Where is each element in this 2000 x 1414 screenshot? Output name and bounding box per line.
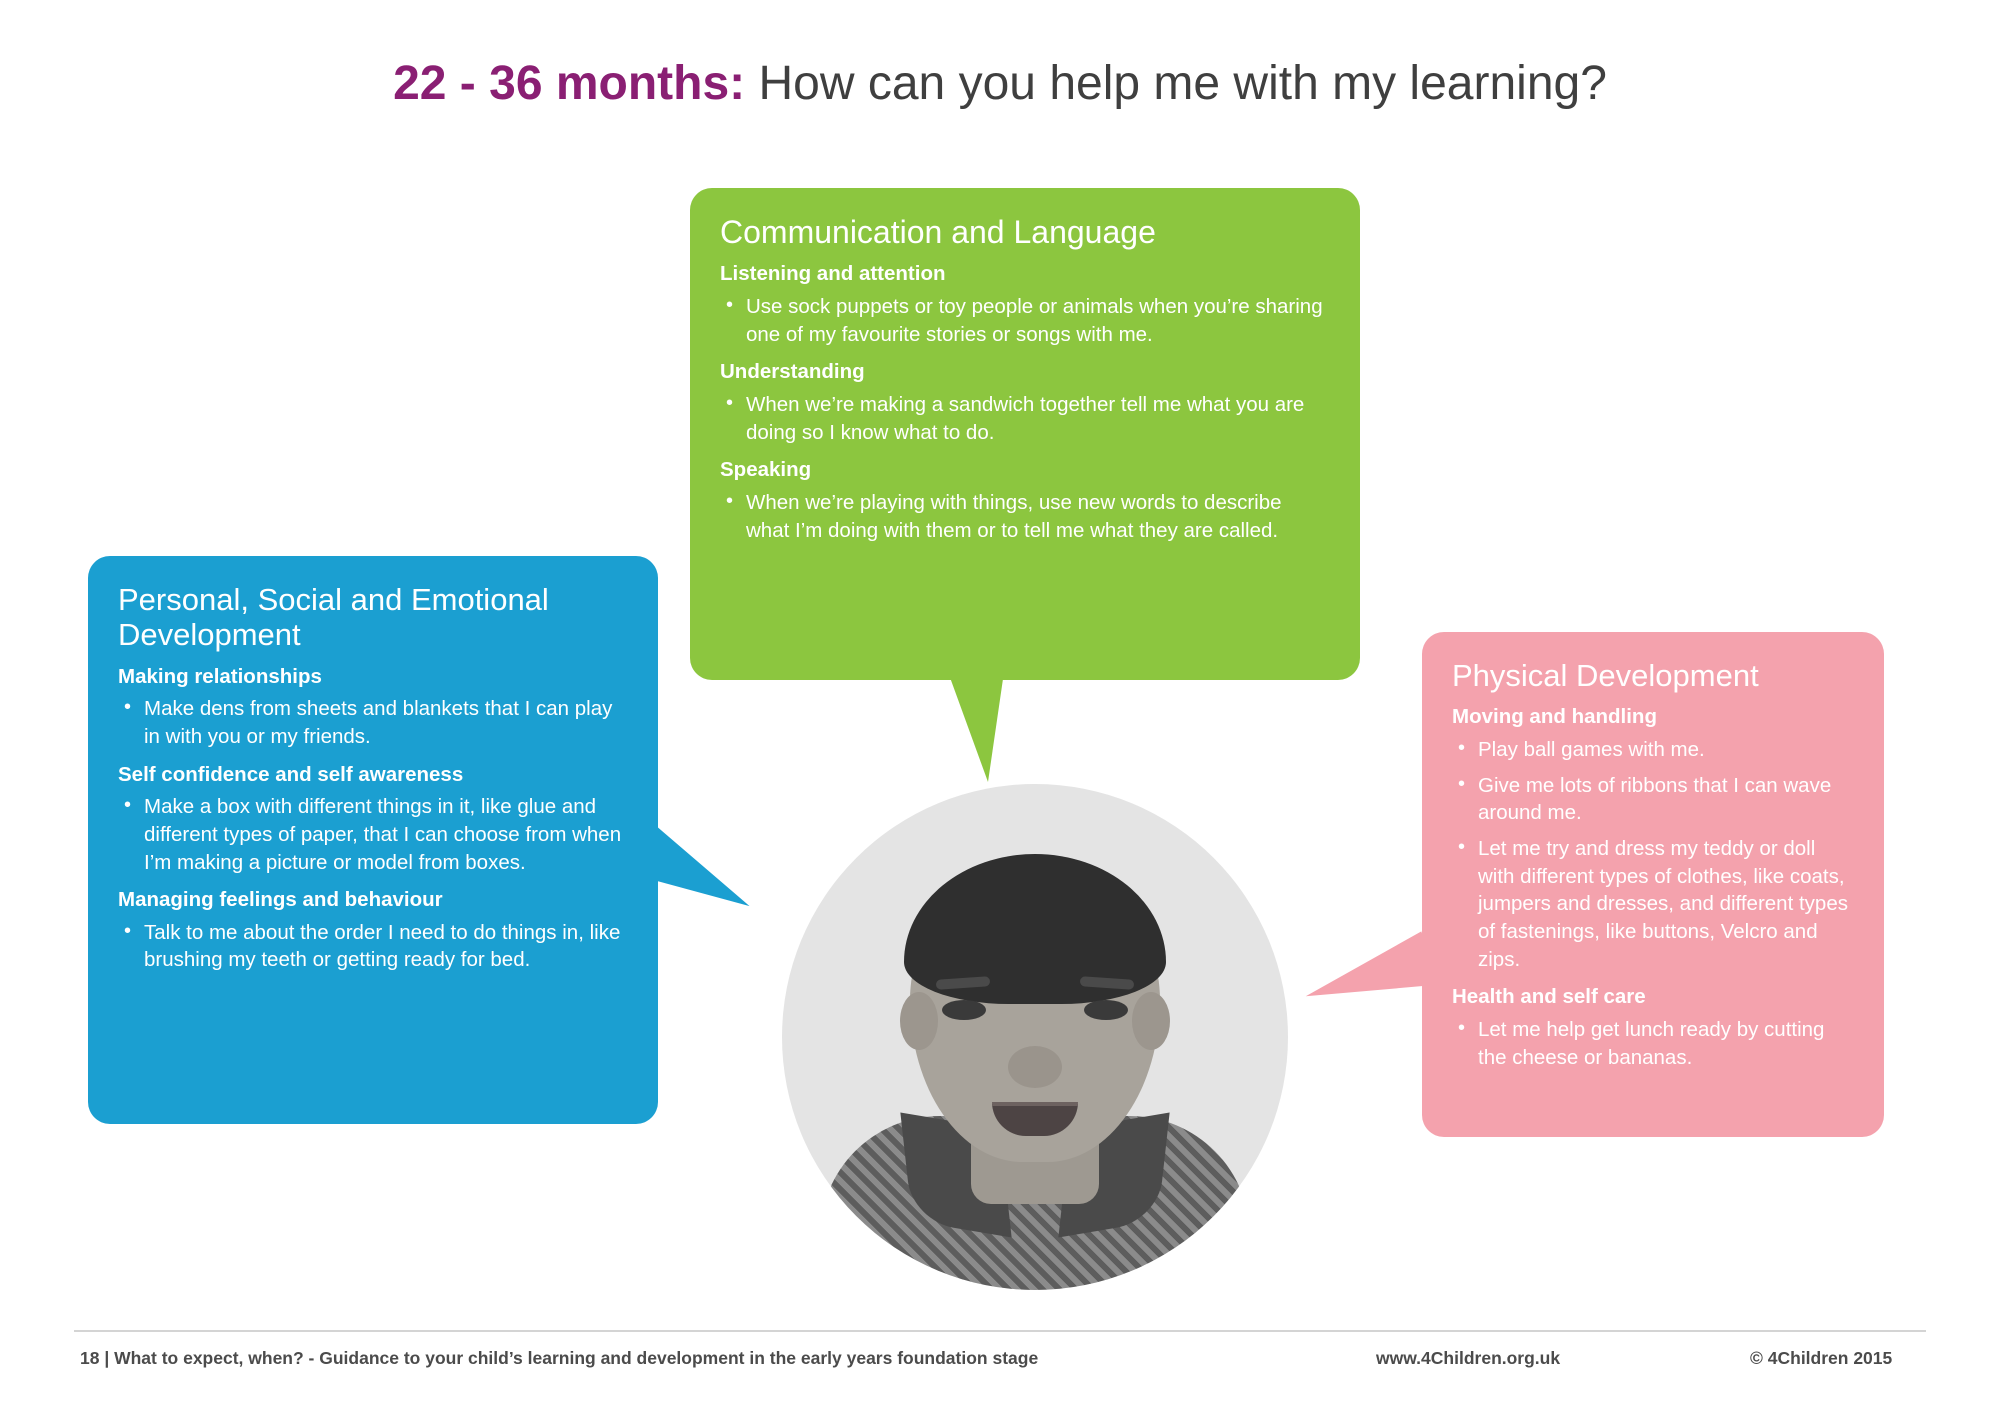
list-item: • Play ball games with me.: [1452, 736, 1854, 764]
card-communication-and-language: [690, 188, 1360, 680]
child-photo: [782, 784, 1288, 1290]
list-item: • When we’re making a sandwich together tell me what you are doing so I know what to do.: [720, 391, 1330, 446]
list-item: • Use sock puppets or toy people or animals when you’re sharing one of my favourite stories or songs with me.: [720, 293, 1330, 348]
list-item: • Let me try and dress my teddy or doll with different types of clothes, like coats, jumpers and dresses, and different types of fastenings, like buttons, Velcro and zips.: [1452, 835, 1854, 973]
card-psed-heading: Personal, Social and Emotional Development: [118, 582, 549, 653]
footer-website-link[interactable]: www.4Children.org.uk: [1376, 1348, 1561, 1368]
list-item: • Talk to me about the order I need to do things in, like brushing my teeth or getting ready for bed.: [118, 919, 628, 974]
photo-ear-right: [1132, 992, 1170, 1050]
card-communication-list-listening: [720, 293, 1330, 348]
list-item: • Make a box with different things in it, like glue and different types of paper, that I can choose from when I’m making a picture or model from boxes.: [118, 793, 628, 876]
footer-left-text: 18 | What to expect, when? - Guidance to your child’s learning and development in the early years foundation stage: [80, 1348, 1039, 1368]
card-physical-heading: Physical Development: [1452, 658, 1759, 693]
card-physical-subheading-moving-and-handling: Moving and handling: [1452, 705, 1657, 729]
card-physical-development: [1422, 632, 1884, 1137]
page-title-question: How can you help me with my learning?: [758, 57, 1607, 110]
footer-copyright: © 4Children 2015: [1750, 1348, 1893, 1368]
card-psed-list-making-relationships: [118, 695, 628, 750]
list-item: • When we’re playing with things, use new words to describe what I’m doing with them or to tell me what they are called.: [720, 489, 1330, 544]
card-physical-list-health-and-self-care: [1452, 1016, 1854, 1071]
photo-ear-left: [900, 992, 938, 1050]
card-physical-list-moving-and-handling: [1452, 736, 1854, 973]
card-communication-subheading-understanding: Understanding: [720, 360, 865, 384]
card-psed-subheading-making-relationships: Making relationships: [118, 664, 322, 688]
card-personal-social-emotional-development: [88, 556, 658, 1124]
speech-tail-communication: [948, 672, 1004, 782]
page-title: [0, 58, 2000, 111]
list-item: • Let me help get lunch ready by cutting the cheese or bananas.: [1452, 1016, 1854, 1071]
card-communication-heading: Communication and Language: [720, 214, 1156, 250]
footer-divider: [74, 1330, 1926, 1332]
photo-eye-left: [942, 1000, 986, 1020]
list-item: • Make dens from sheets and blankets that I can play in with you or my friends.: [118, 695, 628, 750]
card-psed-subheading-managing-feelings: Managing feelings and behaviour: [118, 888, 443, 912]
page-title-age-range: 22 - 36 months:: [393, 57, 746, 110]
photo-eye-right: [1084, 1000, 1128, 1020]
card-psed-list-managing-feelings: [118, 919, 628, 974]
list-item: • Give me lots of ribbons that I can wave around me.: [1452, 772, 1854, 827]
speech-tail-physical: [1298, 931, 1439, 1024]
card-communication-list-understanding: [720, 391, 1330, 446]
card-physical-subheading-health-and-self-care: Health and self care: [1452, 985, 1646, 1009]
card-communication-subheading-speaking: Speaking: [720, 458, 812, 482]
card-communication-subheading-listening: Listening and attention: [720, 262, 946, 286]
card-communication-list-speaking: [720, 489, 1330, 544]
photo-nose: [1008, 1046, 1062, 1088]
card-psed-subheading-self-confidence: Self confidence and self awareness: [118, 762, 464, 786]
card-psed-list-self-confidence: [118, 793, 628, 876]
